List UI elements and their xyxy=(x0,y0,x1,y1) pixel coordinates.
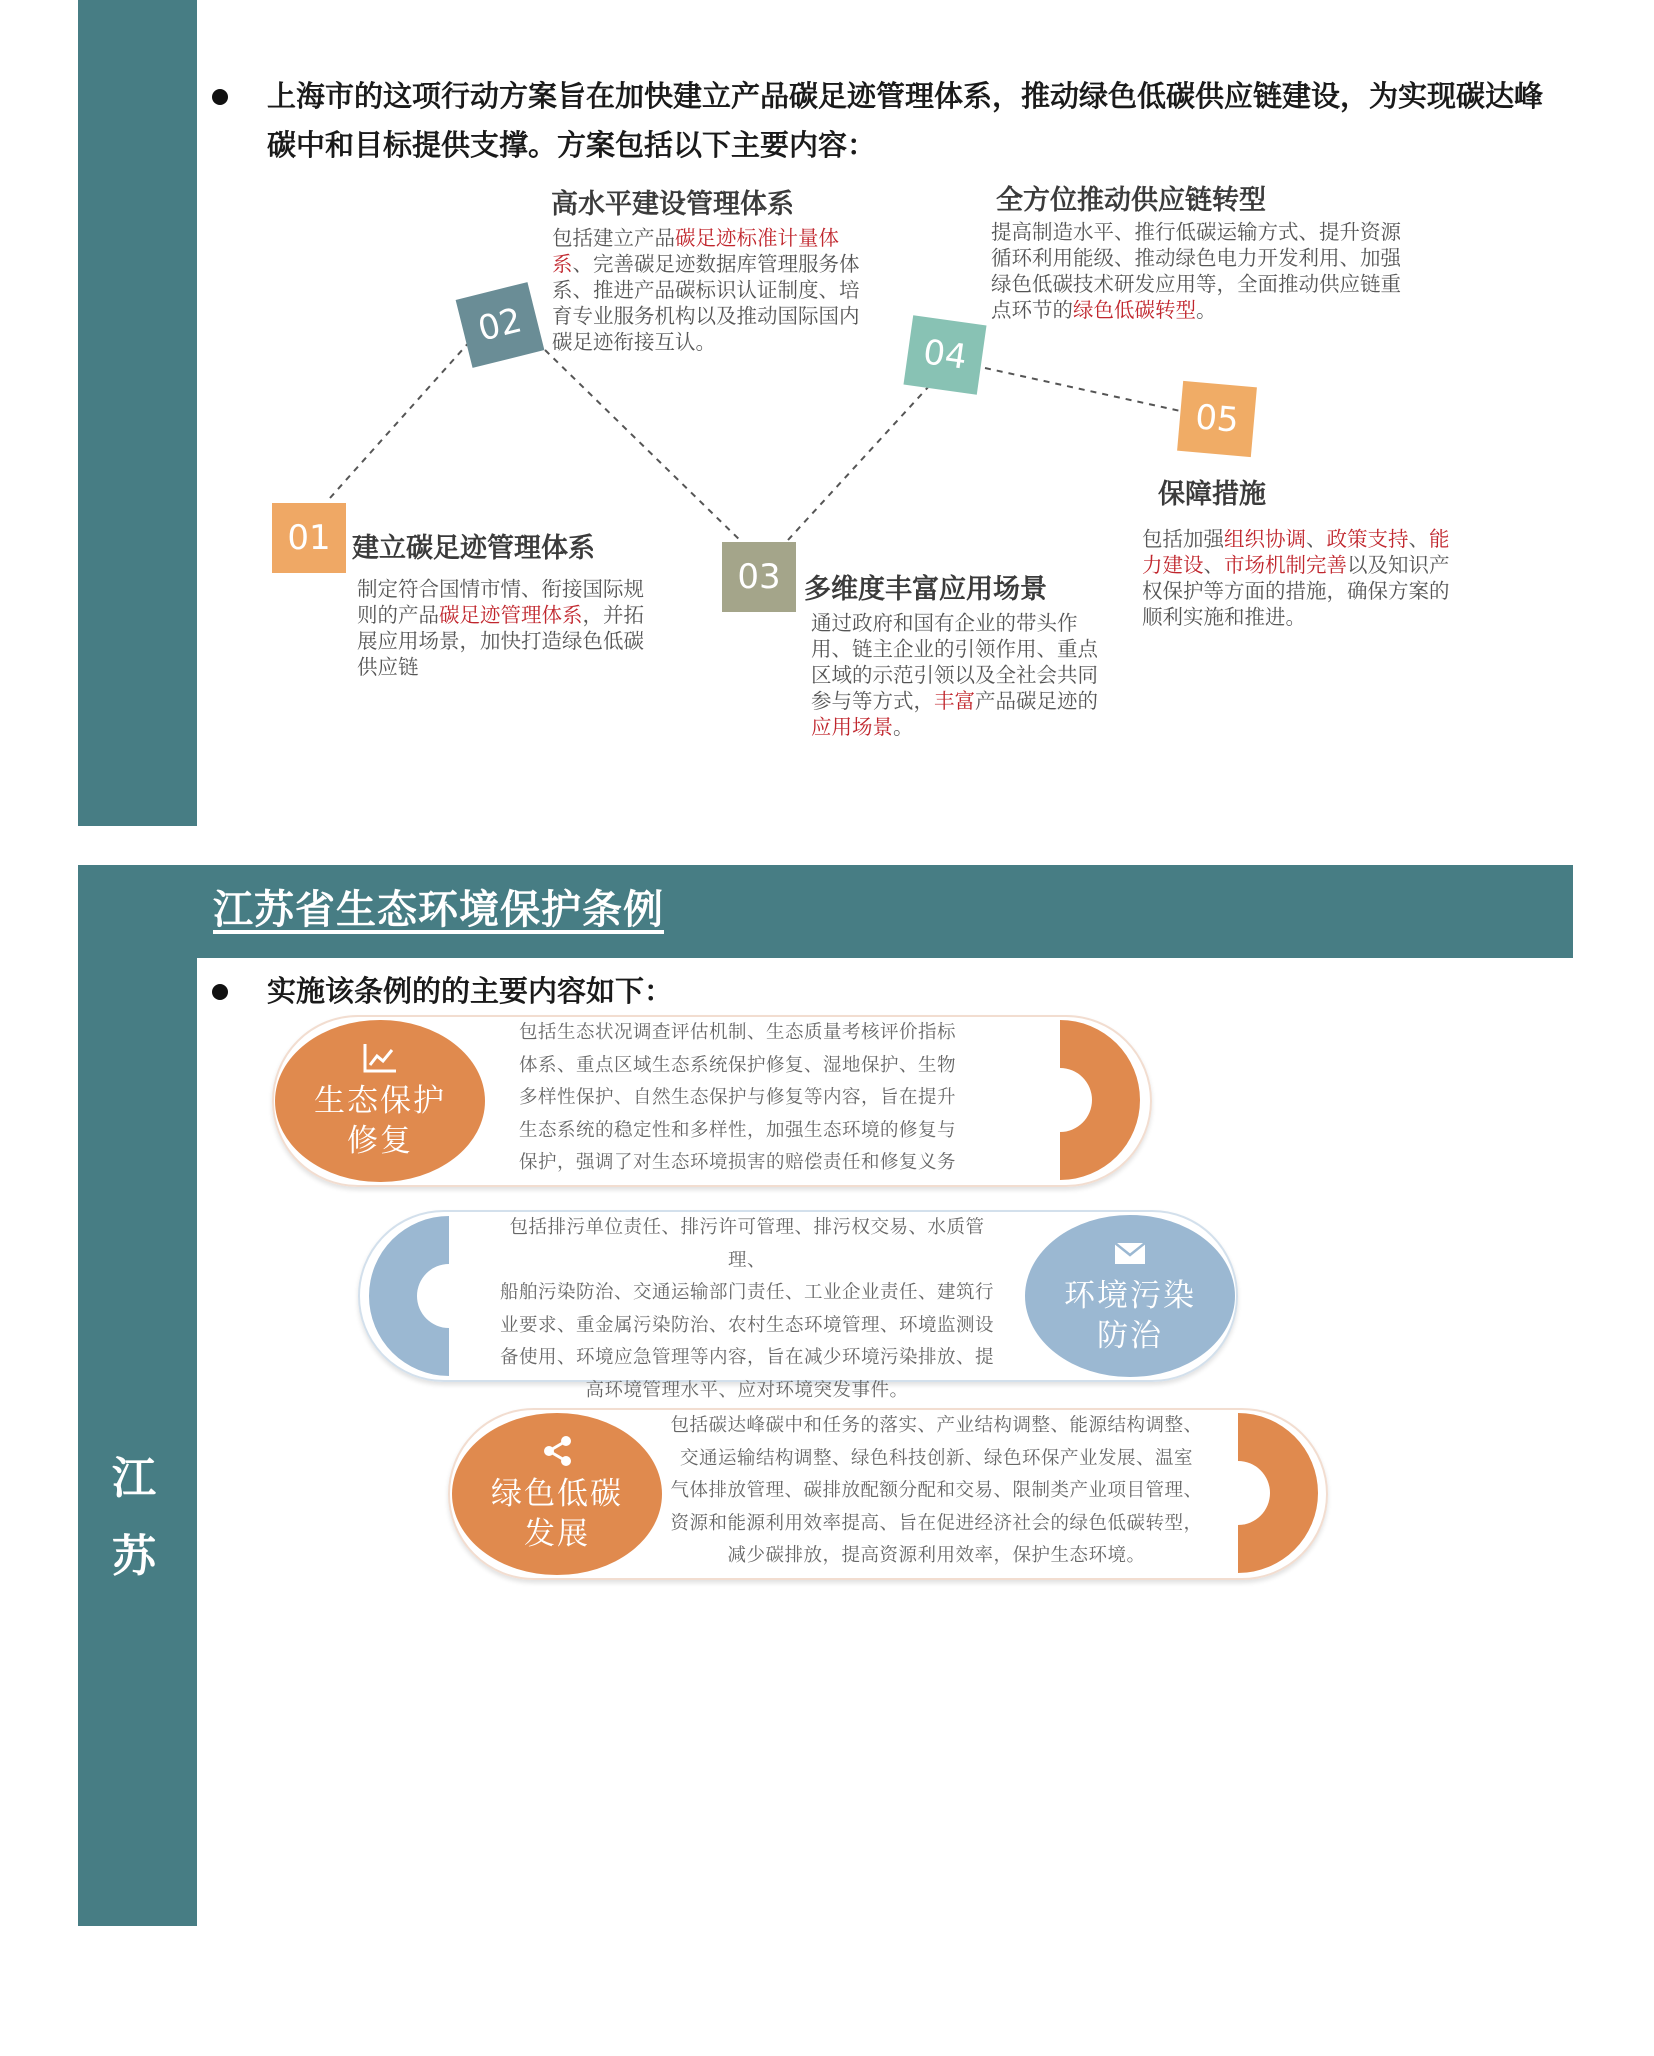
description-text: 制定符合国情市情、衔接国际 xyxy=(357,577,624,601)
green-development-label-1: 绿色低碳 xyxy=(491,1476,623,1512)
eco-restoration-badge xyxy=(275,1020,485,1182)
pollution-control-label-1: 环境污染 xyxy=(1064,1278,1196,1314)
shanghai-intro-line2: 碳中和目标提供支撑。方案包括以下主要内容： xyxy=(267,128,877,162)
connector-02-03 xyxy=(545,350,748,548)
highlighted-text: 应用场景 xyxy=(811,715,893,739)
eco-restoration-text xyxy=(519,1017,956,1180)
side-char-1: 江 xyxy=(112,1453,156,1504)
text-line: 减少碳排放，提高资源利用效率，保护生态环境。 xyxy=(727,1545,1146,1566)
text-line: 交通运输结构调整、绿色科技创新、绿色环保产业发展、温室 xyxy=(679,1447,1193,1469)
bullet-dot xyxy=(212,984,228,1000)
highlighted-text: 市场机制完善 xyxy=(1224,553,1347,577)
share-icon xyxy=(537,1434,577,1468)
shanghai-intro-line1: 上海市的这项行动方案旨在加快建立产品碳足迹管理体系，推动绿色低碳供应链建设，为实现碳达峰 xyxy=(267,79,1544,113)
description-text: 包括加强 xyxy=(1142,527,1224,551)
step-02-number: 02 xyxy=(474,300,526,350)
mail-icon xyxy=(1110,1236,1150,1270)
green-development-half-ring xyxy=(1238,1413,1324,1573)
green-development-text xyxy=(664,1410,1209,1573)
text-line: 气体排放管理、碳排放配额分配和交易、限制类产业项目管理、 xyxy=(670,1480,1203,1501)
green-development-label-2: 发展 xyxy=(524,1516,590,1552)
highlighted-text: 碳足迹标准计量体系 xyxy=(552,226,839,276)
pollution-control-label-2: 防治 xyxy=(1097,1318,1163,1354)
pollution-control-badge xyxy=(1025,1215,1235,1377)
highlighted-text: 绿色低碳转型 xyxy=(1073,298,1196,322)
text-line: 包括碳达峰碳中和任务的落实、产业结构调整、能源结构调整、 xyxy=(670,1415,1203,1436)
text-line: 业要求、重金属污染防治、农村生态环境管理、环境监测设 xyxy=(499,1314,994,1336)
eco-restoration-label-2: 修复 xyxy=(347,1123,413,1159)
text-line: 船舶污染防治、交通运输部门责任、工业企业责任、建筑行 xyxy=(499,1282,994,1303)
connector-01-02 xyxy=(330,330,480,498)
step-04-description xyxy=(991,219,1411,323)
highlighted-text: 丰富 xyxy=(934,689,975,713)
description-text: 。 xyxy=(893,715,914,739)
highlighted-text: 碳足迹管理体系 xyxy=(439,603,583,627)
chart-icon xyxy=(360,1041,400,1075)
description-text: 规则的产品 xyxy=(357,577,644,627)
step-03-title: 多维度丰富应用场景 xyxy=(804,574,1047,605)
description-text: ， xyxy=(582,603,603,627)
description-text: 产品碳足迹的 xyxy=(975,689,1098,713)
description-text: 提高制造水平、推行低碳运输方式、提升资源循环利用能级、推动绿色电力开发利用、加强绿色低碳技术研发应用等，全面推动供应链重点环节的 xyxy=(991,220,1401,322)
description-text: 包括建立产品 xyxy=(552,226,675,250)
text-line: 生态系统的稳定性和多样性，加强生态环境的修复与 xyxy=(519,1119,957,1141)
step-03-description xyxy=(811,610,1099,740)
description-text: 、 xyxy=(1306,527,1327,551)
text-line: 保护，强调了对生态环境损害的赔偿责任和修复义务 xyxy=(519,1152,957,1173)
step-01-description xyxy=(357,576,647,680)
highlighted-text: 政策支持 xyxy=(1326,527,1409,551)
text-line: 资源和能源利用效率提高、旨在促进经济社会的绿色低碳转型， xyxy=(670,1512,1203,1534)
description-text: 色低碳供应链 xyxy=(357,629,644,679)
step-05-title: 保障措施 xyxy=(1158,479,1266,510)
pollution-control-half-ring xyxy=(363,1216,449,1376)
step-04-title: 全方位推动供应链转型 xyxy=(996,185,1266,216)
text-line: 包括排污单位责任、排污许可管理、排污权交易、水质管理、 xyxy=(509,1217,985,1271)
step-02-title: 高水平建设管理体系 xyxy=(551,189,794,220)
description-text: 通过政府和国有企业的带头作用、链主企业的引领作用、重点区域的示范引领以及全社会共同参与等方式， xyxy=(811,611,1098,713)
connector-04-05 xyxy=(985,368,1185,412)
step-03-box xyxy=(722,542,796,612)
sidebar-strip-bottom xyxy=(78,865,197,1926)
text-line: 高环境管理水平、应对环境突发事件。 xyxy=(585,1379,909,1401)
step-04-box xyxy=(903,315,986,395)
pollution-control-text xyxy=(492,1212,1002,1407)
text-line: 多样性保护、自然生态保护与修复等内容，旨在提升 xyxy=(519,1087,957,1108)
text-line: 体系、重点区域生态系统保护修复、湿地保护、生物 xyxy=(519,1054,957,1076)
description-text: 、完善碳足迹数据库管理服务体系、推进产品碳标识认证制度、培育专业服务机构以及推动国际国内碳足迹衔接互认。 xyxy=(552,252,860,354)
green-development-badge xyxy=(452,1413,662,1575)
jiangsu-intro: 实施该条例的的主要内容如下： xyxy=(267,974,674,1008)
description-text: 、 xyxy=(1203,553,1224,577)
description-text: 以及知识产权保护等方面的措施，确保方案的顺利实施和推进。 xyxy=(1142,553,1450,629)
step-01-title: 建立碳足迹管理体系 xyxy=(352,533,595,564)
description-text: 并拓展应用场景，加快打造绿 xyxy=(357,603,644,653)
section-title: 江苏省生态环境保护条例 xyxy=(213,887,664,933)
eco-restoration-label-1: 生态保护 xyxy=(314,1083,446,1119)
step-02-description xyxy=(552,225,862,355)
description-text: 。 xyxy=(1196,298,1217,322)
side-char-2: 苏 xyxy=(112,1531,156,1582)
highlighted-text: 组织协调 xyxy=(1224,527,1306,551)
step-05-box xyxy=(1177,381,1257,457)
text-line: 包括生态状况调查评估机制、生态质量考核评价指标 xyxy=(519,1022,957,1043)
step-03-number: 03 xyxy=(737,557,781,597)
step-04-number: 04 xyxy=(920,332,970,378)
step-01-box xyxy=(272,503,346,573)
step-05-number: 05 xyxy=(1193,397,1241,441)
eco-restoration-half-ring xyxy=(1060,1020,1146,1180)
step-01-number: 01 xyxy=(287,518,331,558)
description-text: 、 xyxy=(1408,527,1429,551)
text-line: 备使用、环境应急管理等内容，旨在减少环境污染排放、提 xyxy=(499,1347,994,1368)
highlighted-text: 能力建设 xyxy=(1142,527,1450,577)
connector-03-04 xyxy=(788,385,930,540)
step-05-description xyxy=(1142,526,1452,630)
